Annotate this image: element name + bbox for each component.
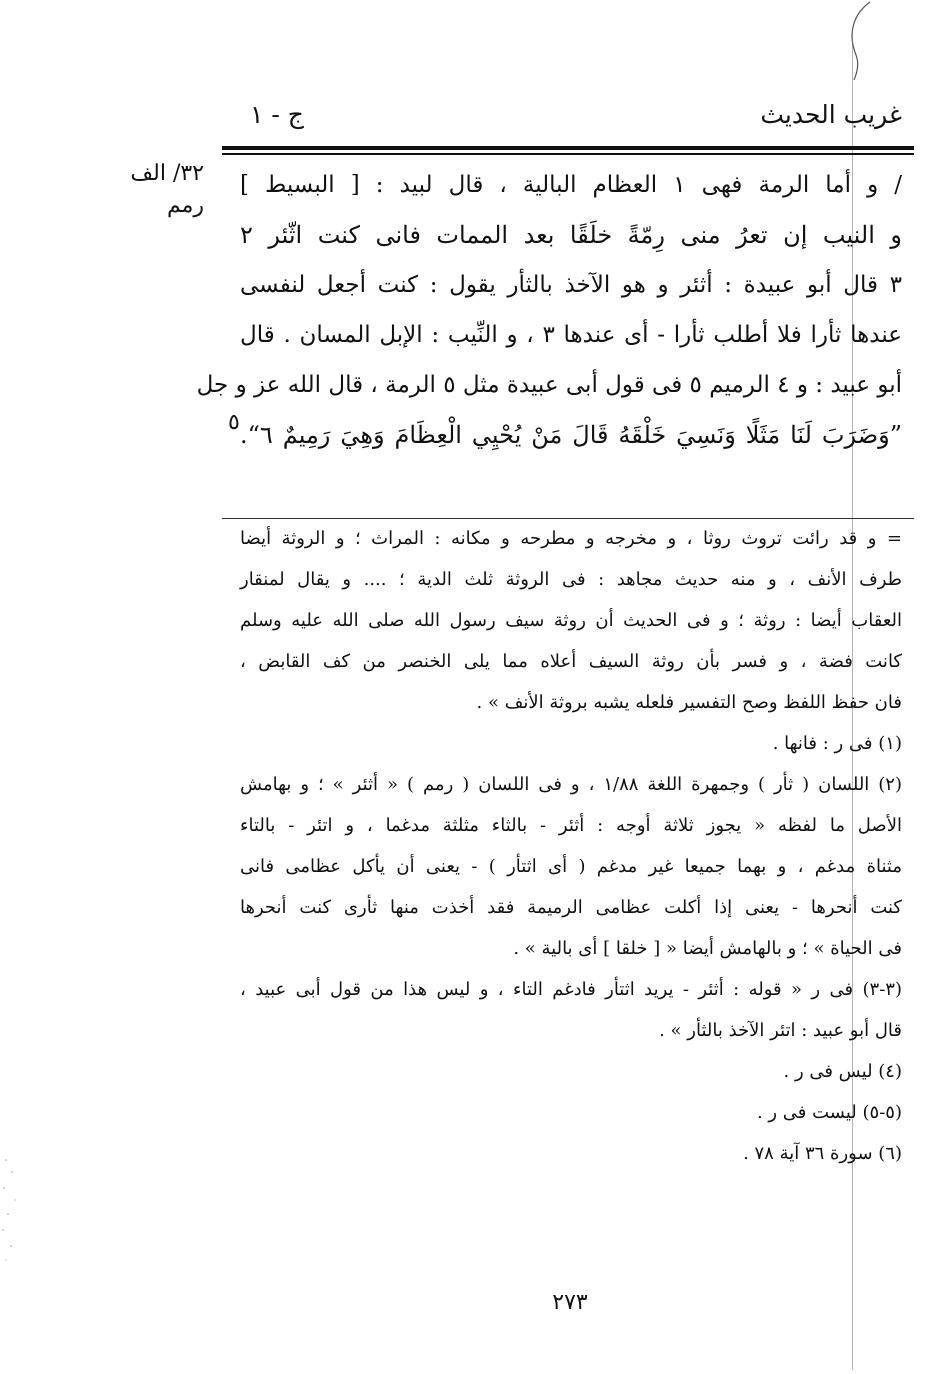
margin-note [104, 158, 204, 222]
footnote-1: (١) فى ر : فانها . [772, 733, 902, 754]
footnote-5: (٥-٥) ليست فى ر . [756, 1102, 902, 1123]
header-rule-thick [222, 146, 914, 150]
quran-verse: ”وَضَرَبَ لَنَا مَثَلًا وَنَسِيَ خَلْقَهُ قَالَ مَنْ يُحْيِي الْعِظَامَ وَهِيَ رَمِيمٌ ٦“. [240, 421, 902, 449]
running-header [250, 100, 902, 140]
footnote-line: طرف الأنف ، و منه حديث مجاهد : فى الروثة ثلث الدية ؛ .... و يقال لمنقار [240, 569, 902, 590]
manuscript-folio: ٣٢/ الف [130, 161, 204, 186]
footnote-line: الأصل ما لفظه « يجوز ثلاثة أوجه : أثئر - بالثاء مثلثة مدغما ، و اتئر - بالتاء [240, 815, 902, 836]
footnote-2: (٢) اللسان ( ثأر ) وجمهرة اللغة ١/٨٨ ، و فى اللسان ( رمم ) « أثئر » ؛ و بهامش [240, 774, 902, 795]
main-text [196, 168, 902, 468]
footnote-line: كنت أنحرها - يعنى إذا أكلت عظامى الرميمة فقد أخذت منها ثأرى كنت أنحرها [240, 897, 902, 918]
line-number: ٥ [228, 410, 240, 435]
footnote-line: = و قد رائت تروث روثا ، و مخرجه و مطرحه و مكانه : المراث ؛ و الروثة أيضا [240, 528, 902, 549]
volume-number: ج - ١ [250, 100, 304, 129]
footnote-line: فى الحياة » ؛ و بالهامش أيضا « [ خلقا ] أى بالية » . [513, 938, 902, 959]
footnote-4: (٤) ليس فى ر . [783, 1061, 902, 1082]
margin-keyword: رمم [166, 193, 204, 218]
main-line: ٣ قال أبو عبيدة : أثئر و هو الآخذ بالثأر يقول : كنت أجعل لنفسى [240, 272, 902, 298]
header-rule-thin [222, 153, 914, 155]
book-title: غريب الحديث [760, 100, 902, 129]
footnote-line: قال أبو عبيد : اتئر الآخذ بالثأر » . [659, 1020, 902, 1041]
footnote-separator [222, 518, 914, 519]
footnote-6: (٦) سورة ٣٦ آية ٧٨ . [743, 1143, 902, 1164]
page-number: ٢٧٣ [552, 1290, 588, 1315]
footnote-3: (٣-٣) فى ر « قوله : أثئر - يريد اثتأر فادغم التاء ، و ليس هذا من قول أبى عبيد ، [240, 979, 902, 1000]
poetry-verse: و النيب إن تعرُ منى رِمّةً خلَقًا بعد الممات فانى كنت اثّئر ٢ [240, 221, 902, 249]
main-line: عندها ثأرا فلا أطلب ثأرا - أى عندها ٣ ، و النِّيب : الإبل المسان . قال [240, 322, 902, 348]
scan-noise [0, 1150, 30, 1270]
main-line: / و أما الرمة فهى ١ العظام البالية ، قال لبيد : [ البسيط ] [240, 172, 902, 198]
footnote-line: كانت فضة ، و فسر بأن روثة السيف أعلاه مما يلى الخنصر من كف القابض ، [240, 651, 902, 672]
footnote-line: العقاب أيضا : روثة ؛ و فى الحديث أن روثة سيف رسول الله صلى الله عليه وسلم [240, 610, 902, 631]
footnote-line: فان حفظ اللفظ وصح التفسير فلعله يشبه بروثة الأنف » . [476, 692, 902, 713]
page-fold-curve [842, 0, 872, 80]
main-line: أبو عبيد : و ٤ الرميم ٥ فى قول أبى عبيدة مثل ٥ الرمة ، قال الله عز و جل [196, 372, 902, 398]
footnotes [240, 526, 902, 1182]
footnote-line: مثناة مدغم ، و بهما جميعا غير مدغم ( أى اثتأر ) - يعنى أن يأكل عظامى فانى [240, 856, 902, 877]
